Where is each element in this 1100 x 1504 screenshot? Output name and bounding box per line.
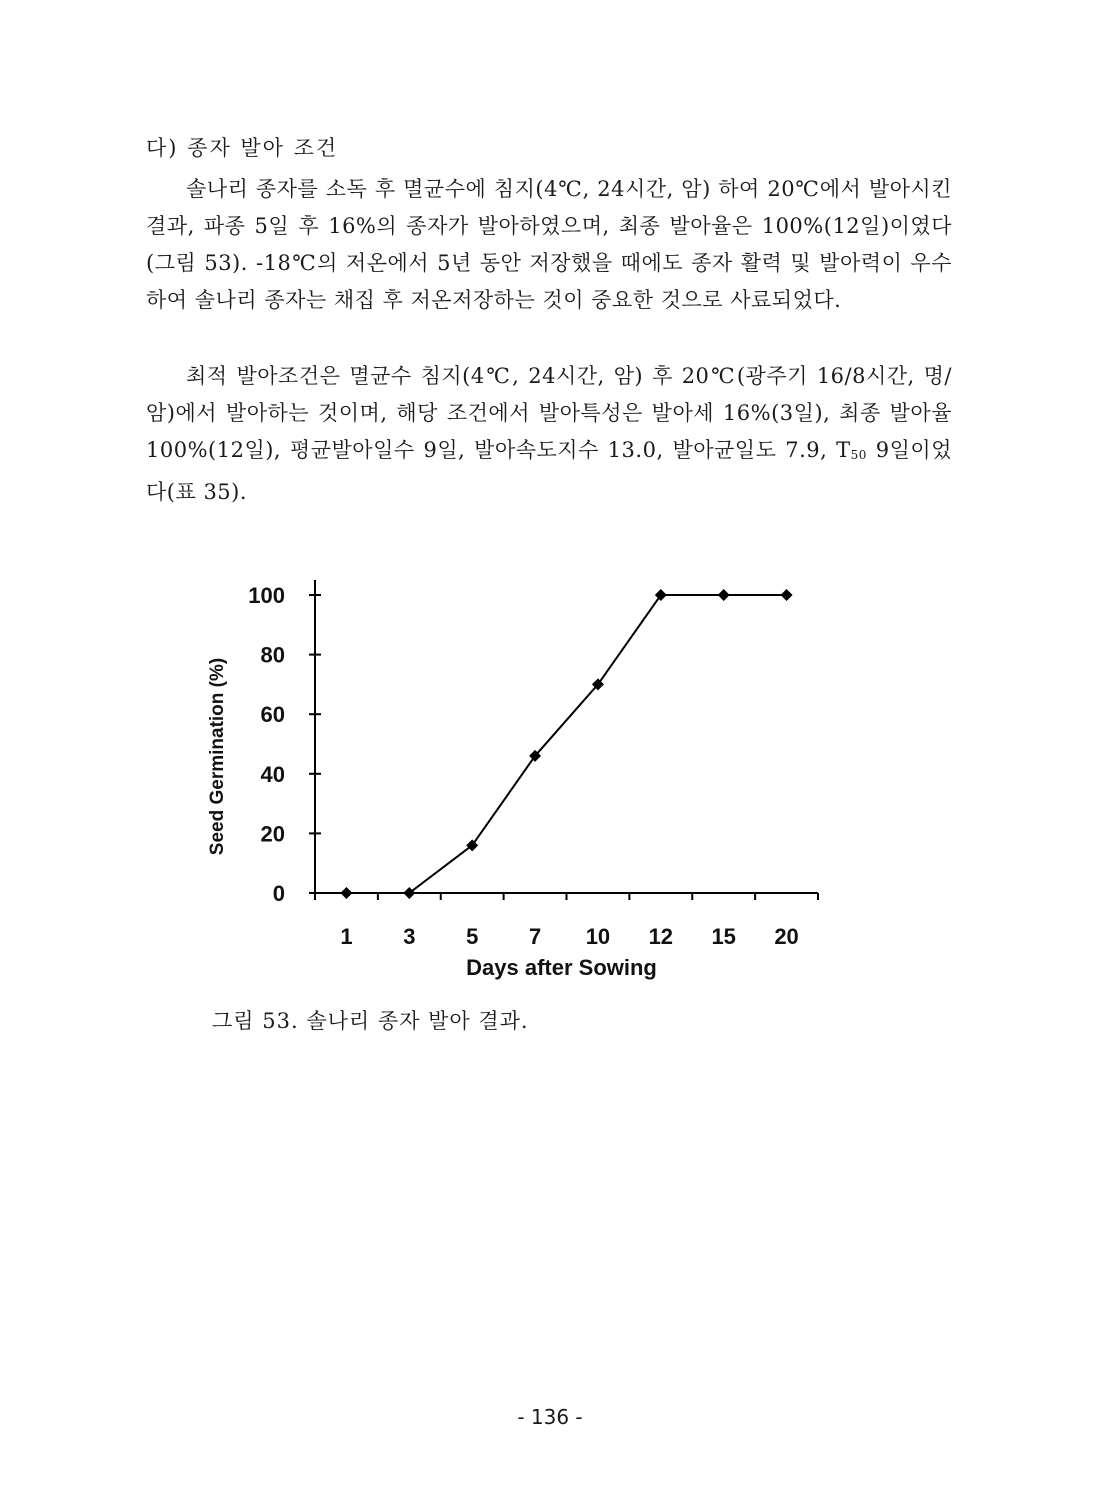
t50-symbol: T50 [836,438,867,462]
y-tick-label: 0 [272,881,285,906]
y-tick-label: 40 [260,761,285,787]
data-point-marker [781,589,793,601]
y-tick-label: 80 [260,642,285,668]
data-point-marker [340,887,352,899]
x-axis-title: Days after Sowing [466,955,657,980]
t50-subscript: 50 [850,448,867,462]
paragraph-1-text: 솔나리 종자를 소독 후 멸균수에 침지(4℃, 24시간, 암) 하여 20℃에서 발아시킨 결과, 파종 5일 후 16%의 종자가 발아하였으며, 최종 발아율은 100%(12일)이였다(그림 53). -18℃의 저온에서 5년 동안 저장했을 때에도 종자 활력 및 발아력이 우수하여 솔나리 종자는 채집 후 저온저장하는 것이 중요한 것으로 사료되었다. [146,177,952,312]
figure-caption: 그림 53. 솔나리 종자 발아 결과. [212,1009,529,1033]
germination-chart [190,565,850,995]
page-number: - 136 - [517,1405,583,1429]
x-tick-label: 10 [585,924,611,949]
y-axis-title: Seed Germination (%) [207,657,228,856]
x-tick-label: 15 [711,924,736,949]
x-tick-label: 1 [340,924,353,949]
data-point-marker [655,589,667,601]
x-tick-label: 20 [774,924,799,949]
x-tick-label: 7 [528,924,542,949]
paragraph-2 [146,358,952,511]
y-tick-label: 60 [260,702,285,728]
x-tick-label: 5 [466,924,479,949]
series-line [346,595,786,893]
paragraph-2-end: 9일이었다(표 35). [146,438,952,504]
section-heading: 다) 종자 발아 조건 [146,136,339,160]
x-tick-label: 12 [648,924,674,949]
paragraph-2-text: 최적 발아조건은 멸균수 침지(4℃, 24시간, 암) 후 20℃(광주기 16/8시간, 명/암)에서 발아하는 것이며, 해당 조건에서 발아특성은 발아세 16%(3일), 최종 발아율 100%(12일), 평균발아일수 9일, 발아속도지수 13.0, 발아균일도 7.9, [146,364,952,462]
y-tick-label: 20 [260,821,285,847]
data-point-marker [718,589,730,601]
x-tick-label: 3 [403,924,416,949]
paragraph-1 [146,171,952,319]
y-tick-label: 100 [248,583,285,608]
